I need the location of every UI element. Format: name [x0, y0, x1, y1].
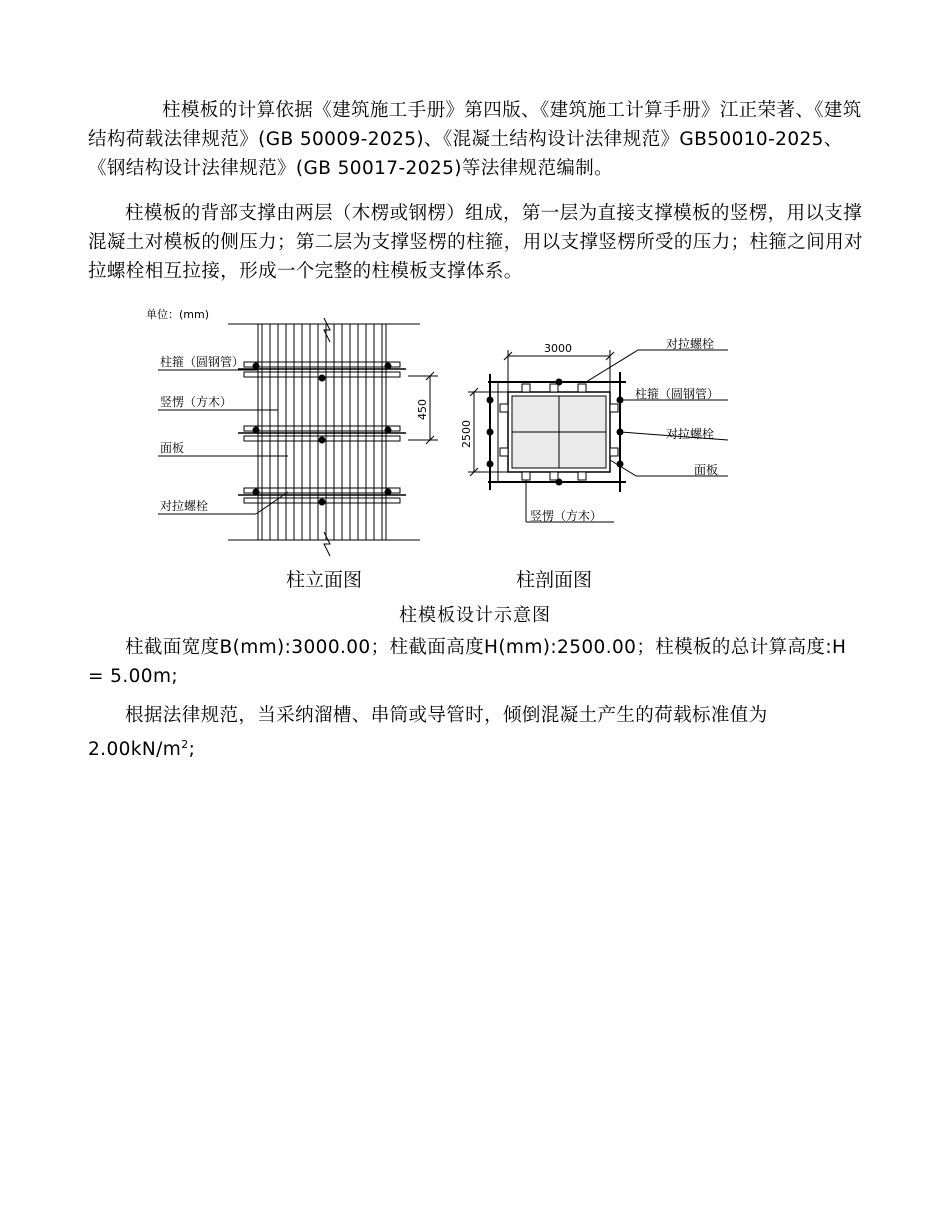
paragraph-end: ; — [188, 739, 196, 761]
paragraph-text: 柱截面宽度B(mm):3000.00；柱截面高度H(mm):2500.00；柱模板的总计算高度:H = 5.00m; — [88, 637, 847, 687]
label-bolt-elevation: 对拉螺栓 — [160, 499, 209, 513]
label-hoop-section: 柱箍（圆钢管） — [635, 387, 720, 401]
section-title: 柱剖面图 — [516, 569, 593, 591]
label-stud-elevation: 竖愣（方木） — [160, 395, 233, 409]
dimension-spacing: 450 — [416, 399, 429, 420]
label-bolt-mid-section: 对拉螺栓 — [666, 427, 715, 441]
elevation-title: 柱立面图 — [286, 569, 363, 591]
label-panel-section: 面板 — [694, 463, 719, 477]
formwork-diagram-svg — [138, 300, 758, 600]
paragraph-calculation-basis — [88, 96, 863, 183]
formwork-diagram — [138, 300, 758, 600]
dimension-width: 3000 — [544, 342, 572, 355]
paragraph-text: 柱模板的计算依据《建筑施工手册》第四版、《建筑施工计算手册》江正荣著、《建筑结构荷载法律规范》(GB 50009-2025)、《混凝土结构设计法律规范》GB50010-2025、《钢结构设计法律规范》(GB 50017-2025)等法律规范编制。 — [88, 100, 862, 179]
unit-label: 单位：(mm) — [146, 308, 210, 321]
label-bolt-top-section: 对拉螺栓 — [666, 337, 715, 351]
label-stud-section: 竖愣（方木） — [530, 509, 603, 523]
elevation-view — [158, 318, 438, 556]
superscript-two: 2 — [181, 738, 189, 751]
paragraph-load-standard — [88, 701, 863, 764]
label-panel-elevation: 面板 — [160, 441, 185, 455]
paragraph-support-system — [88, 199, 863, 286]
paragraph-section-dimensions — [88, 633, 863, 691]
paragraph-text: 柱模板的背部支撑由两层（木楞或钢楞）组成，第一层为直接支撑模板的竖楞，用以支撑混凝土对模板的侧压力；第二层为支撑竖楞的柱箍，用以支撑竖楞所受的压力；柱箍之间用对拉螺栓相互拉接，形成一个完整的柱模板支撑体系。 — [88, 203, 863, 282]
figure-caption: 柱模板设计示意图 — [399, 605, 551, 626]
label-hoop-elevation: 柱箍（圆钢管） — [160, 355, 245, 369]
dimension-height: 2500 — [460, 420, 473, 448]
paragraph-text: 根据法律规范，当采纳溜槽、串筒或导管时，倾倒混凝土产生的荷载标准值为 2.00kN/m — [88, 705, 768, 761]
